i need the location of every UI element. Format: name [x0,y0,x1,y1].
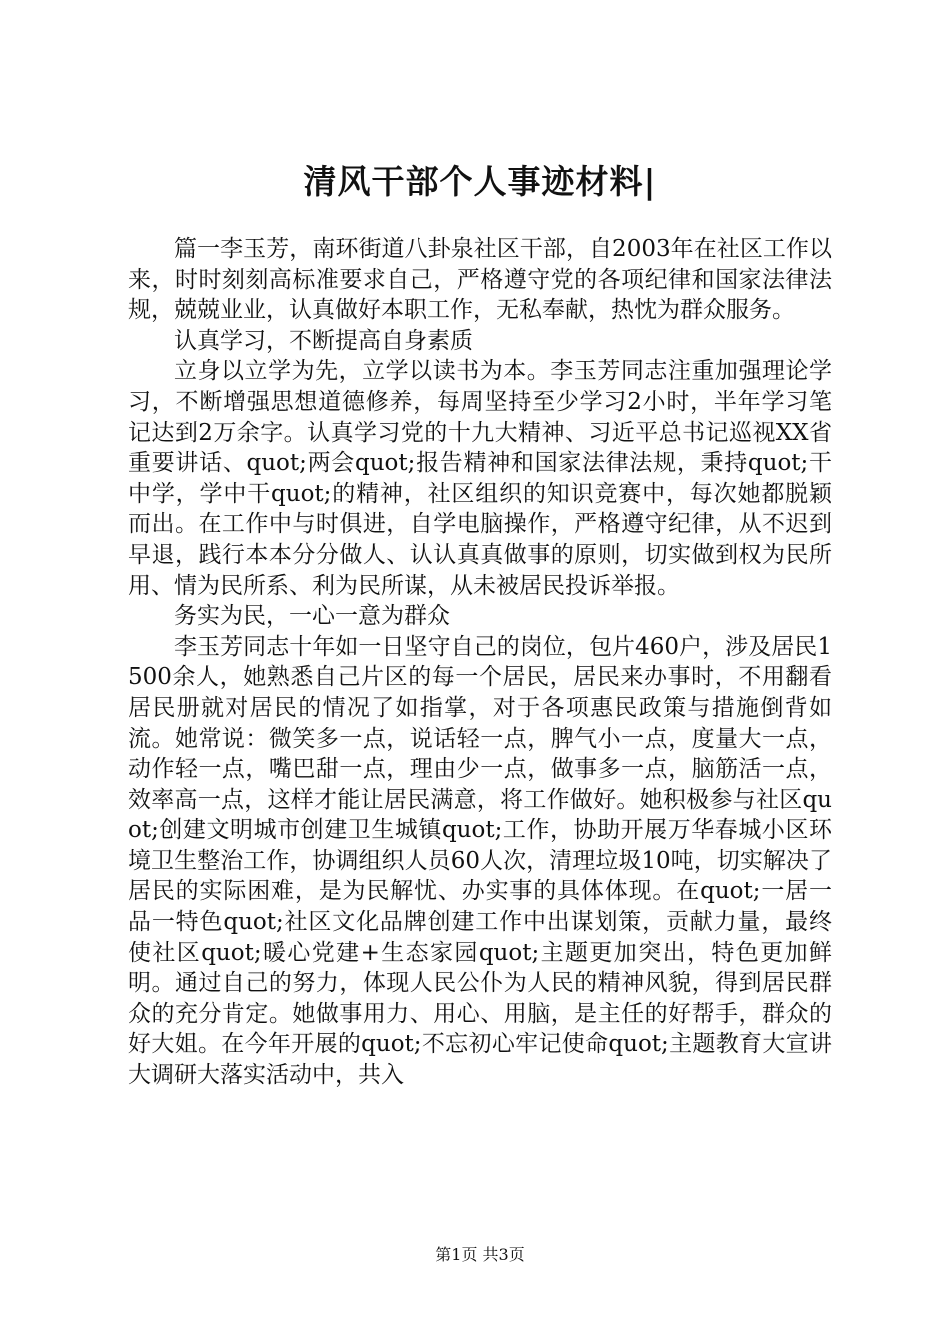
section-heading-service: 务实为民，一心一意为群众 [174,603,450,630]
section-heading-study: 认真学习，不断提高自身素质 [174,327,473,354]
paragraph-intro: 篇一李玉芳，南环街道八卦泉社区干部，自2003年在社区工作以来，时时刻刻高标准要求自己，严格遵守党的各项纪律和国家法律法规，兢兢业业，认真做好本职工作，无私奉献，热忱为群众服务。 [128,236,832,324]
paragraph-study: 立身以立学为先，立学以读书为本。李玉芳同志注重加强理论学习，不断增强思想道德修养，每周坚持至少学习2小时，半年学习笔记达到2万余字。认真学习党的十九大精神、习近平总书记巡视XX省重要讲话、quot;两会quot;报告精神和国家法律法规，秉持quot;干中学，学中干quot;的精神，社区组织的知识竞赛中，每次她都脱颖而出。在工作中与时俱进，自学电脑操作，严格遵守纪律，从不迟到早退，践行本本分分做人、认认真真做事的原则，切实做到权为民所用、情为民所系、利为民所谋，从未被居民投诉举报。 [128,358,832,599]
paragraph-service: 李玉芳同志十年如一日坚守自己的岗位，包片460户，涉及居民1500余人，她熟悉自己片区的每一个居民，居民来办事时，不用翻看居民册就对居民的情况了如指掌，对于各项惠民政策与措施倒背如流。她常说：微笑多一点，说话轻一点，脾气小一点，度量大一点，动作轻一点，嘴巴甜一点，理由少一点，做事多一点，脑筋活一点，效率高一点，这样才能让居民满意，将工作做好。她积极参与社区quot;创建文明城市创建卫生城镇quot;工作，协助开展万华春城小区环境卫生整治工作，协调组织人员60人次，清理垃圾10吨，切实解决了居民的实际困难，是为民解忧、办实事的具体体现。在quot;一居一品一特色quot;社区文化品牌创建工作中出谋划策，贡献力量，最终使社区quot;暖心党建+生态家园quot;主题更加突出，特色更加鲜明。通过自己的努力，体现人民公仆为人民的精神风貌，得到居民群众的充分肯定。她做事用力、用心、用脑，是主任的好帮手，群众的好大姐。在今年开展的quot;不忘初心牢记使命quot;主题教育大宣讲大调研大落实活动中，共入 [128,633,832,1089]
page-footer: 第1页 共3页 [435,1245,525,1264]
document-body [128,234,832,1091]
document-title: 清风干部个人事迹材料| [303,162,657,201]
document-page [128,0,832,1344]
